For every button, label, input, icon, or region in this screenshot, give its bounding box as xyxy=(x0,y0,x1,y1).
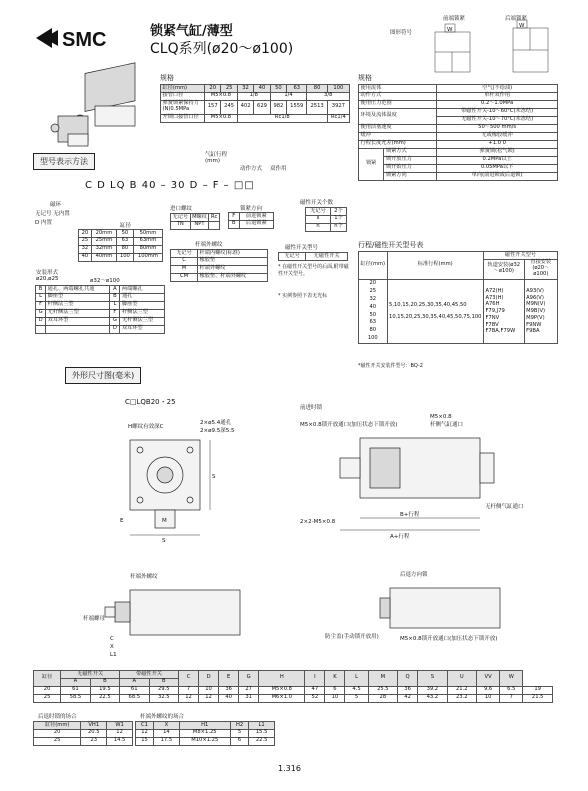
product-photo-icon xyxy=(40,78,150,150)
svg-text:杆端螺母: 杆端螺母 xyxy=(83,616,106,622)
bore-label: 缸径 xyxy=(120,223,132,229)
svg-text:S: S xyxy=(212,474,216,480)
svg-text:杆侧气缸通口: 杆侧气缸通口 xyxy=(430,422,464,428)
lock-dir-label: 锁紧方向 xyxy=(240,206,263,212)
side-view-drawing xyxy=(300,408,524,558)
svg-text:A+行程: A+行程 xyxy=(390,534,410,540)
table-row: 25 58.5 22.5 68.5 32.5 12 12 40 31 M6×1.0 52 10 5 28 42 43.2 23.2 10 7 21.5 xyxy=(34,694,553,702)
svg-text:2×ø5.4通孔: 2×ø5.4通孔 xyxy=(200,420,232,426)
rear-table-title: 后退时锁的场合 xyxy=(38,714,77,720)
sw-table-title: 行程/磁性开关型号表 xyxy=(358,241,424,249)
action-label: 动作方式 xyxy=(240,166,263,172)
svg-text:E: E xyxy=(120,518,124,524)
sw-type-label: 磁性开关型号 xyxy=(285,245,319,251)
main-dim-table: 缸径 无磁性开关 带磁性开关 C D E G H I K L M Q S U VV W A B A B 20 61 19.5 61 29.5 7 10 36 27 M5×0.8 47 6 4.5 25.5 36 39.2 21.2 9.6 6.5 19 25 58.5 22.5 68.5 32.5 12 12 40 31 M6×1.0 52 10 5 28 42 43.2 23.2 10 7 21.5 xyxy=(33,670,553,703)
rod-thread-label: 杆端外螺纹 xyxy=(130,574,158,580)
svg-text:无杆侧气缸通口: 无杆侧气缸通口 xyxy=(485,504,524,510)
port-label: 进口螺纹 xyxy=(170,206,193,212)
symbol-rear-label: 后端锁紧 xyxy=(505,16,528,22)
svg-text:M5×0.8: M5×0.8 xyxy=(430,414,452,420)
front-lock-label: 前进时锁 xyxy=(300,405,323,411)
sw-table-note: *磁性开关安装件型号：BQ-2 xyxy=(358,363,423,369)
sw-qty-table: 无记号 2个 s 1个 n n个 xyxy=(305,207,347,232)
magnet-d: D 内置 xyxy=(35,220,52,226)
svg-text:2×ø9.5深5.5: 2×ø9.5深5.5 xyxy=(200,428,235,434)
svg-text:M: M xyxy=(162,518,167,524)
sw-type-table: 无记号 无磁性开关 xyxy=(278,252,348,261)
magnet-none: 无记号 无内置 xyxy=(35,211,70,217)
svg-text:M5×0.8锁开放通口(加压状态下锁开放): M5×0.8锁开放通口(加压状态下锁开放) xyxy=(300,422,398,428)
front-view-drawing xyxy=(90,410,270,550)
rear-lock-label: 后退方向锁 xyxy=(400,572,428,578)
sw-note-2: * 实例参照下表无光标 xyxy=(278,293,328,299)
bore-table: 20 20mm 50 50mm 25 25mm 63 63mm 32 32mm 80 80mm 40 40mm 100 100mm xyxy=(78,229,163,262)
drawing-label: C□LQB20・25 xyxy=(125,398,176,406)
rod-thread-drawing xyxy=(85,580,265,660)
symbol-label: 图形符号 xyxy=(390,30,413,36)
action-d-label: 双作用 xyxy=(270,166,287,172)
rod-table-title: 杆端外螺纹的场合 xyxy=(140,714,185,720)
rod-end-table: 无记号 杆端内螺纹(标准) C 橡胶垫 M 杆端外螺纹 CM 橡胶垫、杆端外螺纹 xyxy=(170,249,268,282)
rod-table: C1 X H1 H2 L1 12 14 M8×1.25 5 15.5 15 17.5 M10×1.25 6 22.5 xyxy=(135,721,275,746)
pneumatic-symbol-icon xyxy=(425,20,575,80)
model-code: C D LQ B 40 – 30 D – F – □□ xyxy=(85,180,255,191)
magnet-label: 磁环 xyxy=(50,202,62,208)
sw-qty-label: 磁性开关个数 xyxy=(300,200,334,206)
spec-left-title: 规格 xyxy=(160,74,174,82)
symbol-w-front: W xyxy=(447,27,453,33)
svg-text:2×2-M5×0.8: 2×2-M5×0.8 xyxy=(300,519,336,525)
sw-note-1: * 在磁性开关型号的后面,附带磁性开关型号。 xyxy=(278,264,349,277)
mount-label: 安装形式 ø20,ø25 xyxy=(36,270,59,282)
mount-sub: ø32～ø100 xyxy=(90,278,120,284)
svg-text:C: C xyxy=(110,636,114,642)
page-title: 锁紧气缸/薄型 xyxy=(150,24,233,39)
port-table: 无记号 M螺纹 Rc TN NPT xyxy=(172,213,218,228)
page-series: CLQ系列(ø20～ø100) xyxy=(150,41,294,57)
stroke-label: 气缸行程(mm) xyxy=(205,152,228,164)
svg-text:X: X xyxy=(110,644,114,650)
symbol-front-label: 前端锁紧 xyxy=(443,16,466,22)
svg-text:SMC: SMC xyxy=(62,29,107,51)
table-row: 20 61 19.5 61 29.5 7 10 36 27 M5×0.8 47 6 4.5 25.5 36 39.2 21.2 9.6 6.5 19 xyxy=(34,686,553,694)
svg-text:S: S xyxy=(162,538,166,544)
svg-text:L1: L1 xyxy=(110,652,117,658)
rear-table: 缸径(mm) VH1 W1 20 20.5 12 25 23 14.5 xyxy=(33,721,133,746)
symbol-w-rear: W xyxy=(519,23,525,29)
svg-text:防尘盖(手动锁开放用): 防尘盖(手动锁开放用) xyxy=(325,634,379,640)
model-section-title: 型号表示方法 xyxy=(33,153,95,170)
svg-text:H螺纹有效深C: H螺纹有效深C xyxy=(128,424,164,430)
sw-table: 缸径(mm) 标准行程(mm) 磁性开关型号 轨道安装(ø32～ø100) 直接安装(ø20～ø100) 20 25 32 40 50 63 80 100 5,10,15,20,25,30,35,40,45,50 10,15,20,25,30,35,40,45,50,75,100 A72(H) A73(H) A76H F79,J79 F7NV F7BV F7BA,F79W A93(V) A96(V) M9N(V) M9B(V) M9P(V) F9NW F9BA xyxy=(358,251,558,344)
svg-text:M5×0.8锁开放通口(加压状态下锁开放): M5×0.8锁开放通口(加压状态下锁开放) xyxy=(400,636,498,642)
smc-logo-icon xyxy=(34,22,130,54)
rear-view-drawing xyxy=(325,578,530,658)
mount-table: B 通孔、两端螺孔共通 A 两端螺孔 L 脚座型 B 通孔 F 杆侧法兰型 L 脚座型 G 无杆侧法兰型 F 杆侧法兰型 D 双耳环型 G 无杆侧法兰型 D 双耳环型 xyxy=(35,285,165,334)
spec-left-table: 缸径(mm) 20 25 32 40 50 63 80 100 接管口径 M5×0.8 1/8 1/4 3/8 弹簧锁紧保持力(N)0.5MPa 157 245 402 629 982 1559 2513 3927 开锁口接管口径 M5×0.8 Rc1/8 Rc1/4 xyxy=(160,84,350,123)
spec-right-table: 使用流体 空气(不给油) 动作方式 单杆双作用 使用压力范围 0.2～1.0MPa 环境及流体温度 带磁性开关-10～60°C(未冻结) 无磁性开关-10～70°C(未冻结) 使用活塞速度 50～500 mm/s 缓冲 无或橡胶缓冲 行程长度允差(mm) +1.0 0 锁紧 锁紧方式 弹簧锁(松气锁) 锁开放压力 0.2MPa以上 锁开始压力 0.05MPa以下 锁紧方向 单向(前进锁或后退锁) xyxy=(358,84,558,181)
dim-title: 外形尺寸图(毫米) xyxy=(65,367,141,384)
svg-text:B+行程: B+行程 xyxy=(400,512,420,518)
brand-logo xyxy=(34,22,130,54)
spec-right-title: 规格 xyxy=(358,74,372,82)
rod-end-label: 杆端外螺纹 xyxy=(195,242,223,248)
lock-dir-table: F 前进锁紧 B 后退锁紧 xyxy=(228,212,274,229)
page-number: 1.316 xyxy=(278,764,301,773)
